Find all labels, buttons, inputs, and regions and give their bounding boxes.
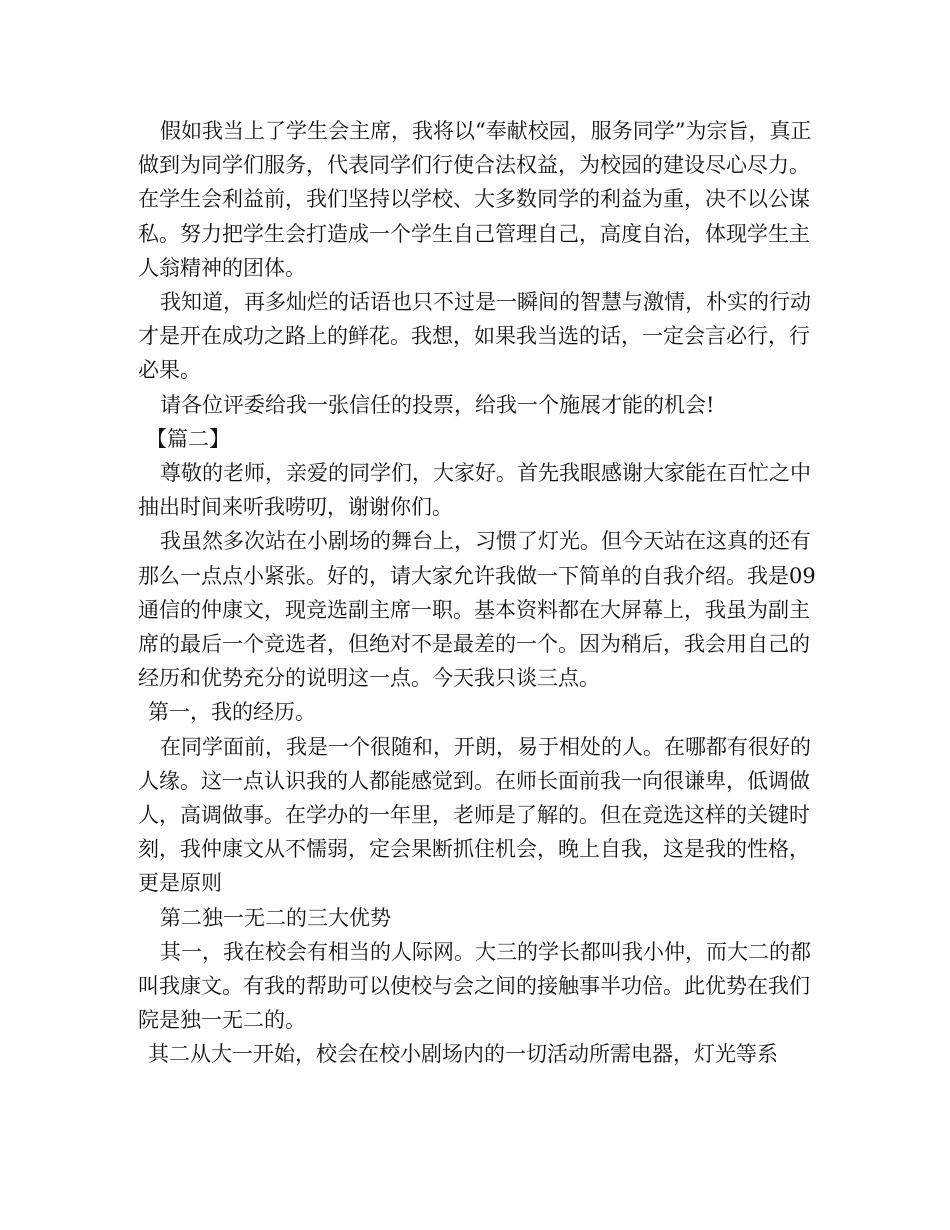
document-body <box>138 114 818 1072</box>
paragraph-point-one: 第一，我的经历。 <box>148 700 316 725</box>
section-heading: 【篇二】 <box>146 426 230 451</box>
paragraph-greeting: 尊敬的老师，亲爱的同学们，大家好。首先我眼感谢大家能在百忙之中抽出时间来听我唠叨，谢谢你们。 <box>138 461 811 520</box>
paragraph-advantage-one: 其一，我在校会有相当的人际网。大三的学长都叫我小仲，而大二的都叫我康文。有我的帮助可以使校与会之间的接触事半功倍。此优势在我们院是独一无二的。 <box>138 939 811 1033</box>
paragraph-point-two: 第二独一无二的三大优势 <box>160 905 391 930</box>
paragraph-pledge: 假如我当上了学生会主席，我将以“奉献校园，服务同学”为宗旨，真正做到为同学们服务，代表同学们行使合法权益，为校园的建设尽心尽力。在学生会利益前，我们坚持以学校、大多数同学的利益为重，决不以公谋私。努力把学生会打造成一个学生自己管理自己，高度自治，体现学生主人翁精神的团体。 <box>138 119 812 280</box>
paragraph-introduction: 我虽然多次站在小剧场的舞台上，习惯了灯光。但今天站在这真的还有那么一点点小紧张。好的，请大家允许我做一下简单的自我介绍。我是09通信的仲康文，现竞选副主席一职。基本资料都在大屏幕上，我虽为副主席的最后一个竞选者，但绝对不是最差的一个。因为稍后，我会用自己的经历和优势充分的说明这一点。今天我只谈三点。 <box>138 529 816 691</box>
paragraph-experience: 在同学面前，我是一个很随和，开朗，易于相处的人。在哪都有很好的人缘。这一点认识我的人都能感觉到。在师长面前我一向很谦卑，低调做人，高调做事。在学办的一年里，老师是了解的。但在竞选这样的关键时刻，我仲康文从不懦弱，定会果断抓住机会，晚上自我，这是我的性格，更是原则 <box>138 734 811 896</box>
paragraph-advantage-two: 其二从大一开始，校会在校小剧场内的一切活动所需电器，灯光等系 <box>148 1042 778 1067</box>
paragraph-request-vote: 请各位评委给我一张信任的投票，给我一个施展才能的机会! <box>160 392 715 417</box>
paragraph-action: 我知道，再多灿烂的话语也只不过是一瞬间的智慧与激情，朴实的行动才是开在成功之路上的鲜花。我想，如果我当选的话，一定会言必行，行必果。 <box>138 290 811 383</box>
